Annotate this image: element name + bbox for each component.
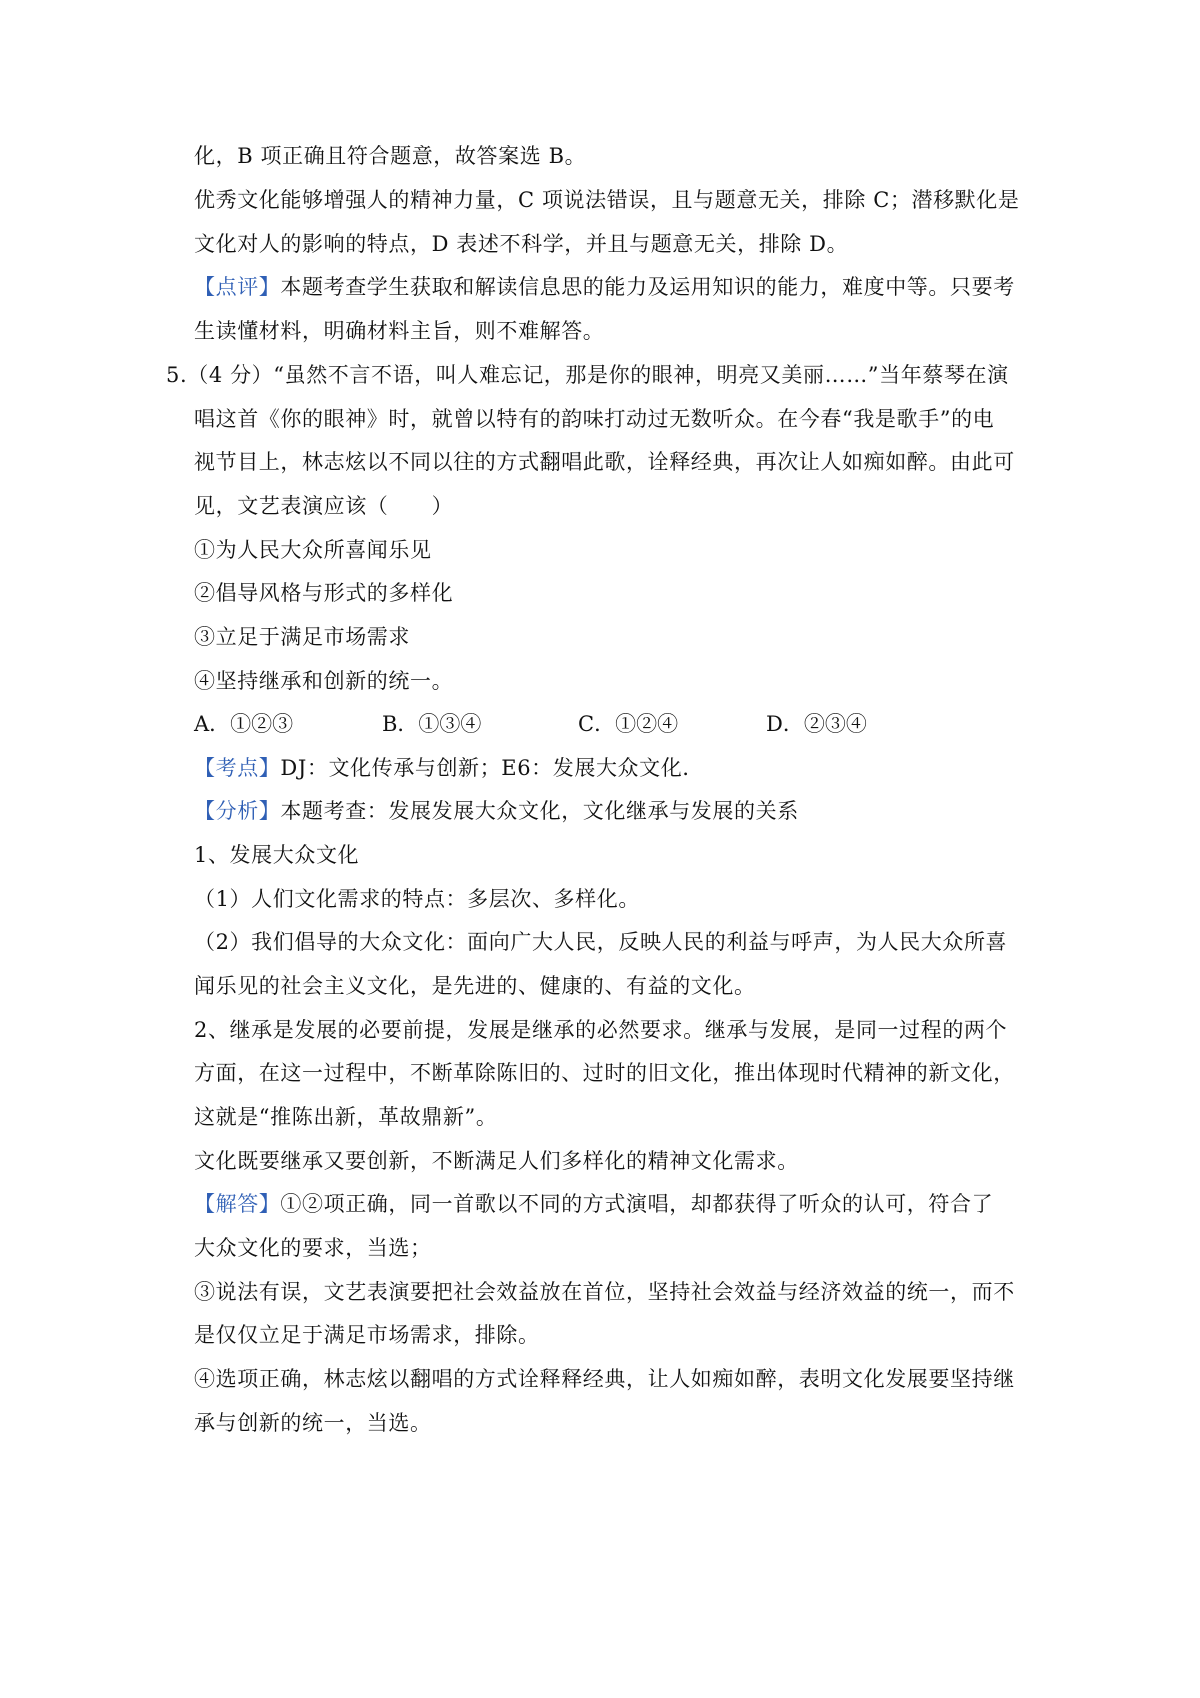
question-5-line-2: 唱这首《你的眼神》时，就曾以特有的韵味打动过无数听众。在今春“我是歌手”的电 bbox=[194, 407, 995, 431]
question-5-line-4: 见，文艺表演应该（ ） bbox=[194, 494, 454, 518]
fenxi-point-2-line-3: 这就是“推陈出新，革故鼎新”。 bbox=[194, 1105, 498, 1129]
jieda-text: ①②项正确，同一首歌以不同的方式演唱，却都获得了听众的认可，符合了 bbox=[280, 1192, 994, 1216]
option-c: C．①②④ bbox=[578, 712, 679, 736]
question-5-line-1: 5.（4 分）“虽然不言不语，叫人难忘记，那是你的眼神，明亮又美丽……”当年蔡琴在演 bbox=[166, 363, 1009, 387]
prev-answer-line-2: 优秀文化能够增强人的精神力量，C 项说法错误，且与题意无关，排除 C；潜移默化是 bbox=[194, 188, 1020, 212]
fenxi-sub-2-line-1: （2）我们倡导的大众文化：面向广大人民，反映人民的利益与呼声，为人民大众所喜 bbox=[194, 930, 1008, 954]
option-b: B．①③④ bbox=[382, 712, 482, 736]
fenxi-line bbox=[194, 796, 799, 826]
kaodian-line bbox=[194, 753, 704, 783]
statement-item-1: ①为人民大众所喜闻乐见 bbox=[194, 538, 432, 562]
statement-item-3: ③立足于满足市场需求 bbox=[194, 625, 410, 649]
fenxi-sub-1: （1）人们文化需求的特点：多层次、多样化。 bbox=[194, 887, 640, 911]
comment-text: 本题考查学生获取和解读信息思的能力及运用知识的能力，难度中等。只要考 bbox=[280, 275, 1015, 299]
prev-comment-line-1 bbox=[194, 272, 1015, 302]
kaodian-text: DJ：文化传承与创新；E6：发展大众文化． bbox=[280, 756, 704, 780]
option-d: D．②③④ bbox=[766, 712, 867, 736]
prev-comment-line-2: 生读懂材料，明确材料主旨，则不难解答。 bbox=[194, 319, 605, 343]
jieda-line-5: ④选项正确，林志炫以翻唱的方式诠释释经典，让人如痴如醉，表明文化发展要坚持继 bbox=[194, 1367, 1015, 1391]
fenxi-tag: 【分析】 bbox=[194, 799, 281, 823]
fenxi-point-2-line-1: 2、继承是发展的必要前提，发展是继承的必然要求。继承与发展，是同一过程的两个 bbox=[194, 1018, 1008, 1042]
jieda-line-4: 是仅仅立足于满足市场需求，排除。 bbox=[194, 1323, 540, 1347]
fenxi-point-2-line-2: 方面，在这一过程中，不断革除陈旧的、过时的旧文化，推出体现时代精神的新文化， bbox=[194, 1061, 1015, 1085]
fenxi-point-1: 1、发展大众文化 bbox=[194, 843, 360, 867]
prev-answer-line-1: 化，B 项正确且符合题意，故答案选 B。 bbox=[194, 144, 587, 168]
kaodian-tag: 【考点】 bbox=[194, 756, 281, 780]
jieda-line-6: 承与创新的统一，当选。 bbox=[194, 1411, 432, 1435]
fenxi-sub-2-line-2: 闻乐见的社会主义文化，是先进的、健康的、有益的文化。 bbox=[194, 974, 756, 998]
option-a: A．①②③ bbox=[194, 712, 294, 736]
jieda-line-2: 大众文化的要求，当选； bbox=[194, 1236, 432, 1260]
jieda-line-3: ③说法有误，文艺表演要把社会效益放在首位，坚持社会效益与经济效益的统一，而不 bbox=[194, 1280, 1015, 1304]
jieda-tag: 【解答】 bbox=[194, 1192, 281, 1216]
jieda-line-1 bbox=[194, 1189, 993, 1219]
comment-tag: 【点评】 bbox=[194, 275, 281, 299]
fenxi-summary: 文化既要继承又要创新，不断满足人们多样化的精神文化需求。 bbox=[194, 1149, 799, 1173]
fenxi-text: 本题考查：发展发展大众文化，文化继承与发展的关系 bbox=[280, 799, 799, 823]
statement-item-2: ②倡导风格与形式的多样化 bbox=[194, 581, 454, 605]
statement-item-4: ④坚持继承和创新的统一。 bbox=[194, 669, 454, 693]
question-5-line-3: 视节目上，林志炫以不同以往的方式翻唱此歌，诠释经典，再次让人如痴如醉。由此可 bbox=[194, 450, 1015, 474]
prev-answer-line-3: 文化对人的影响的特点，D 表述不科学，并且与题意无关，排除 D。 bbox=[194, 232, 849, 256]
